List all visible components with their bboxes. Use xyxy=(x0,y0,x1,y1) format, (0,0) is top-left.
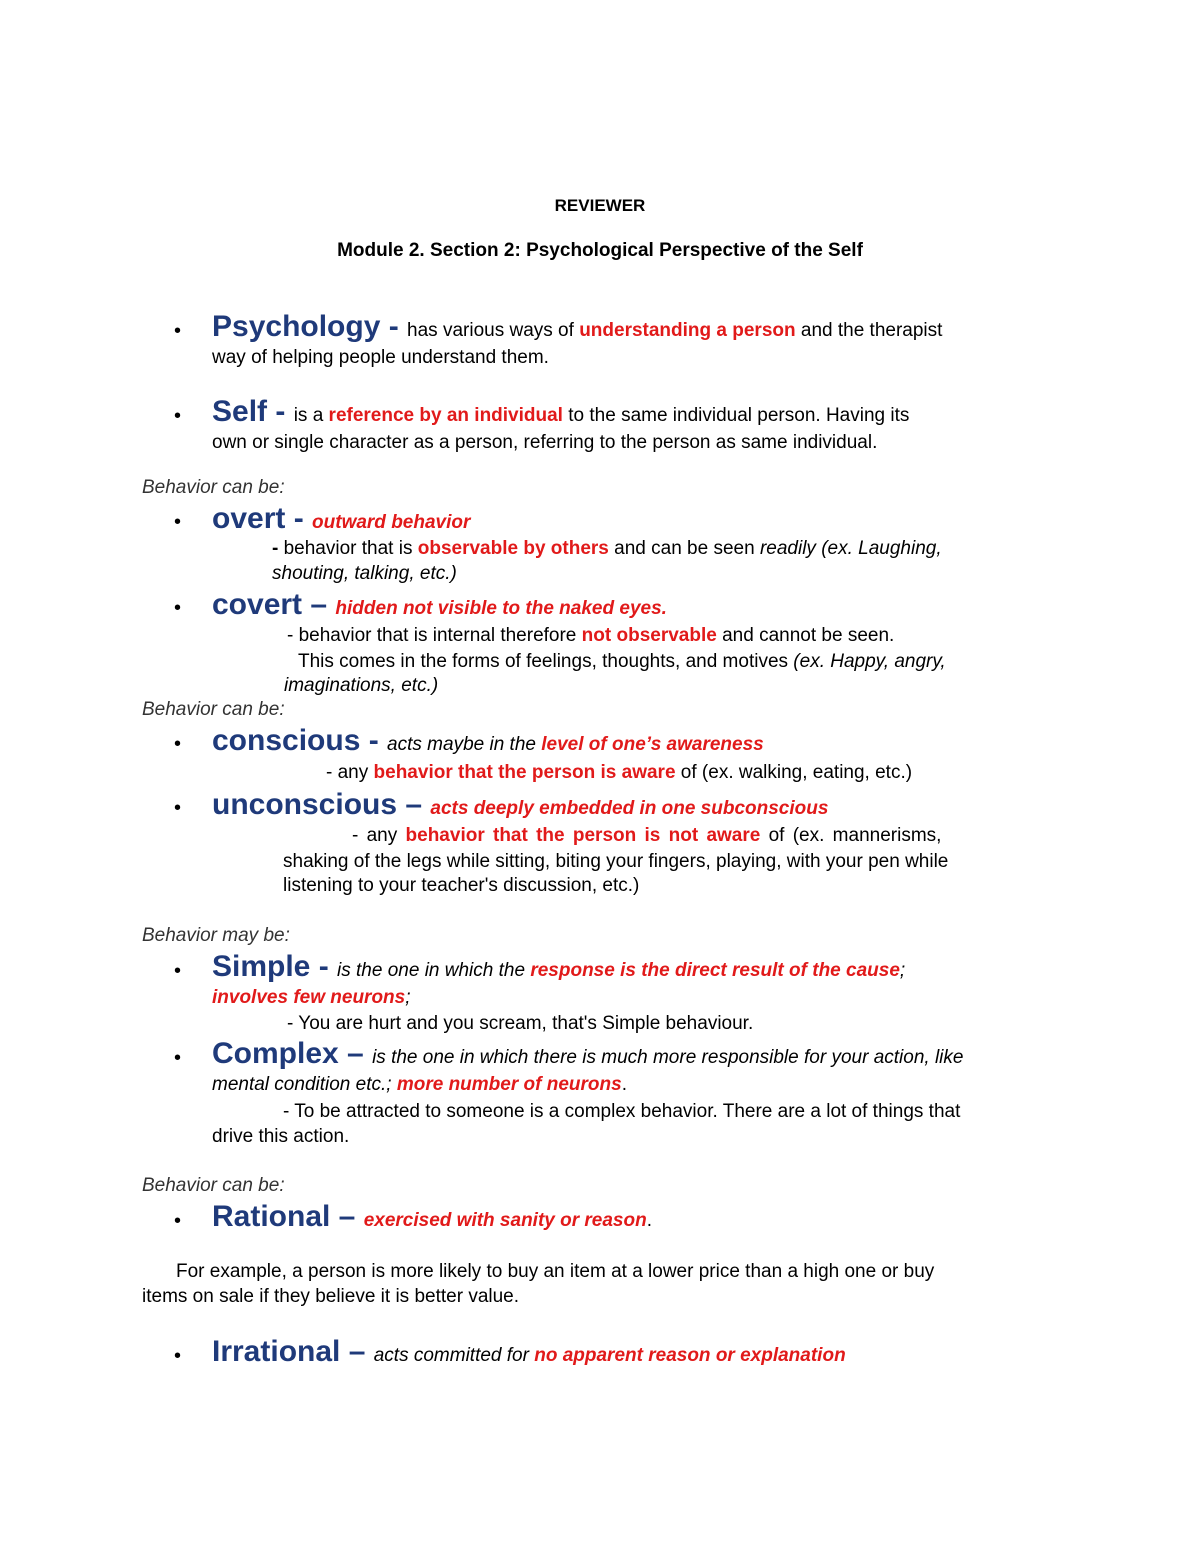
term-overt: overt - xyxy=(212,502,313,535)
bullet-icon: • xyxy=(174,320,182,342)
simple-definition: Simple - is the one in which the response is the direct result of the cause; xyxy=(212,950,906,983)
behavior-heading: Behavior can be: xyxy=(142,699,285,720)
bullet-icon: • xyxy=(174,960,182,982)
term-complex: Complex – xyxy=(212,1037,373,1070)
covert-definition: covert – hidden not visible to the naked eyes. xyxy=(212,588,667,621)
bullet-icon: • xyxy=(174,597,182,619)
self-definition: Self - is a reference by an individual to the same individual person. Having its xyxy=(212,395,910,428)
conscious-definition: conscious - acts maybe in the level of one’s awareness xyxy=(212,724,764,757)
term-covert: covert – xyxy=(212,588,336,621)
bullet-icon: • xyxy=(174,797,182,819)
term-irrational: Irrational – xyxy=(212,1335,374,1368)
psychology-definition: Psychology - has various ways of understanding a person and the therapist xyxy=(212,310,943,343)
term-conscious: conscious - xyxy=(212,724,388,757)
irrational-definition: Irrational – acts committed for no apparent reason or explanation xyxy=(212,1335,846,1368)
rational-definition: Rational – exercised with sanity or reason. xyxy=(212,1200,652,1233)
term-psychology: Psychology - xyxy=(212,310,408,343)
bullet-icon: • xyxy=(174,405,182,427)
behavior-heading: Behavior can be: xyxy=(142,1175,285,1196)
unconscious-definition: unconscious – acts deeply embedded in one subconscious xyxy=(212,788,829,821)
term-unconscious: unconscious – xyxy=(212,788,431,821)
bullet-icon: • xyxy=(174,511,182,533)
document-title: REVIEWER xyxy=(554,196,646,215)
bullet-icon: • xyxy=(174,1210,182,1232)
example-paragraph: For example, a person is more likely to buy an item at a lower price than a high one or buy xyxy=(176,1261,935,1282)
behavior-heading: Behavior can be: xyxy=(142,477,285,498)
bullet-icon: • xyxy=(174,733,182,755)
term-simple: Simple - xyxy=(212,950,338,983)
behavior-heading: Behavior may be: xyxy=(142,925,290,946)
term-self: Self - xyxy=(212,395,294,428)
bullet-icon: • xyxy=(174,1047,182,1069)
bullet-icon: • xyxy=(174,1345,182,1367)
section-subtitle: Module 2. Section 2: Psychological Perspective of the Self xyxy=(337,240,863,261)
complex-definition: Complex – is the one in which there is much more responsible for your action, like xyxy=(212,1037,964,1070)
term-rational: Rational – xyxy=(212,1200,364,1233)
overt-definition: overt - outward behavior xyxy=(212,502,471,535)
